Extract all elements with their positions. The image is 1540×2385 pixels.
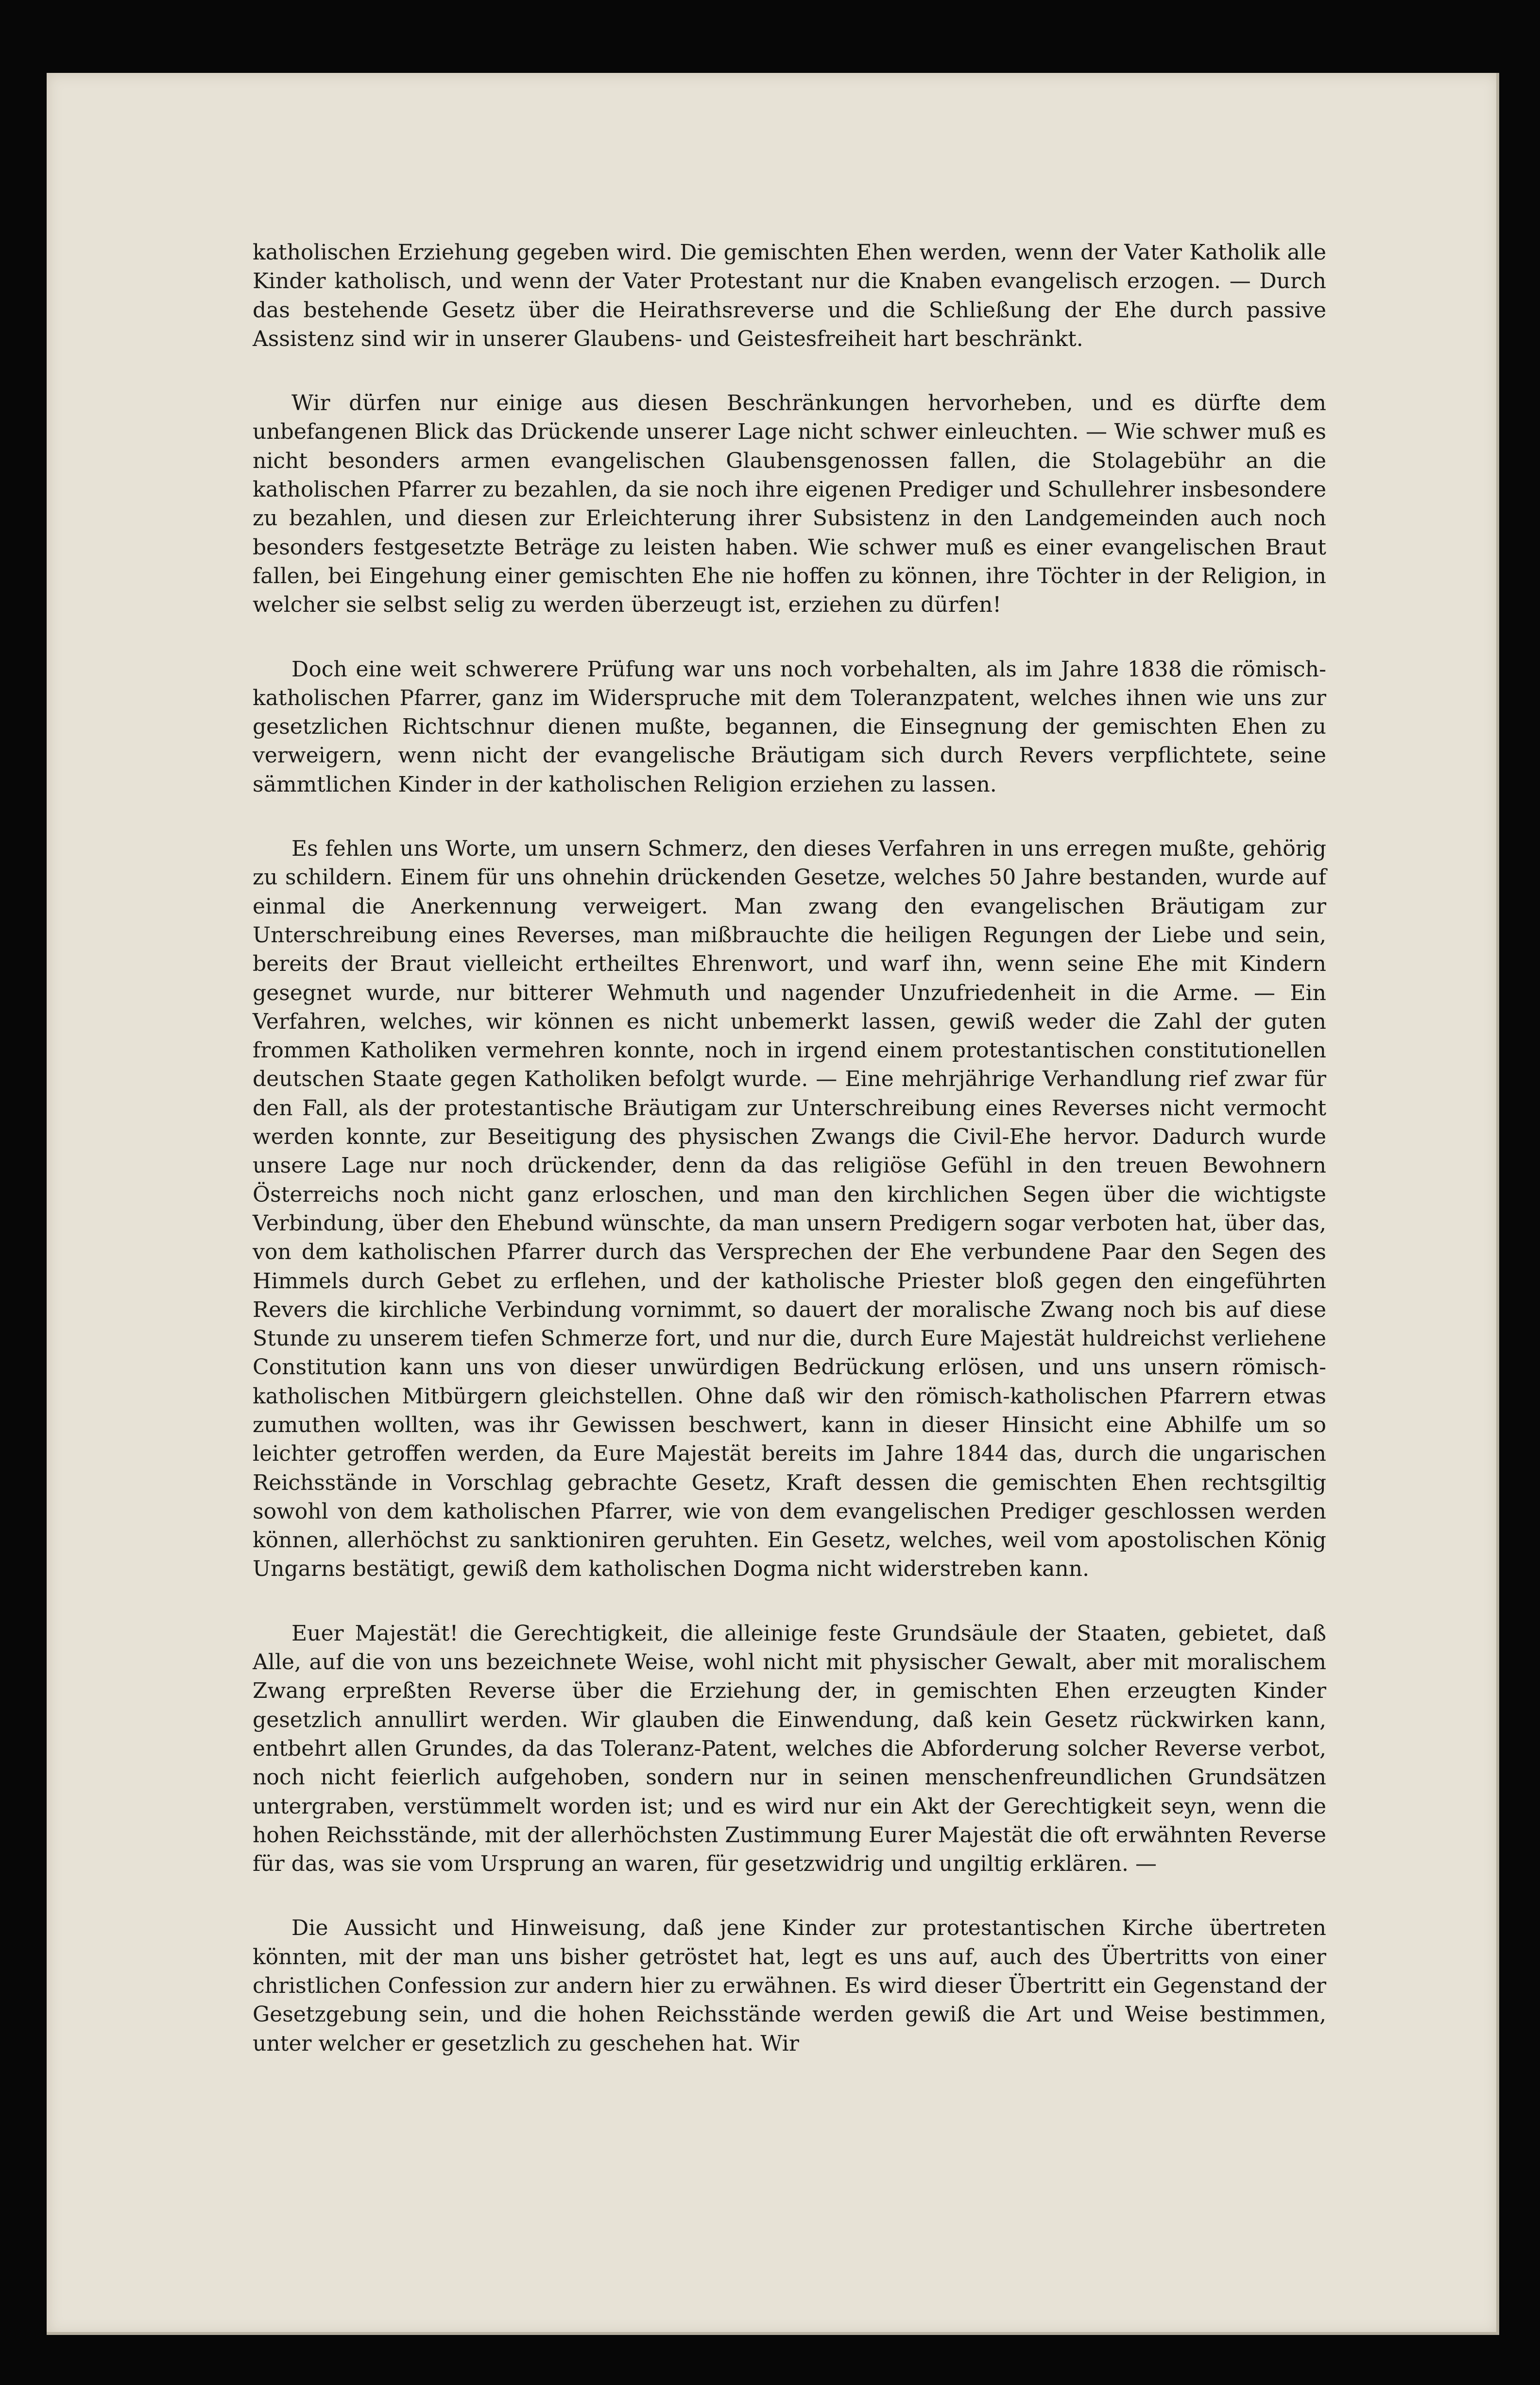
- paragraph-3: Doch eine weit schwerere Prüfung war uns noch vorbehalten, als im Jahre 1838 die römisch-katholischen Pfarrer, ganz im Widerspruche mit dem Toleranzpatent, welches ihnen wie uns zur gesetzlichen Richtschnur dienen mußte, begannen, die Einsegnung der gemischten Ehen zu verweigern, wenn nicht der evangelische Bräutigam sich durch Revers verpflichtete, seine sämmtlichen Kinder in der katholischen Religion erziehen zu lassen.: [253, 657, 1326, 797]
- paragraph-5: Euer Majestät! die Gerechtigkeit, die alleinige feste Grundsäule der Staaten, gebietet, daß Alle, auf die von uns bezeichnete Weise, wohl nicht mit physischer Gewalt, aber mit moralischem Zwang erpreßten Reverse über die Erziehung der, in gemischten Ehen erzeugten Kinder gesetzlich annullirt werden. Wir glauben die Einwendung, daß kein Gesetz rückwirken kann, entbehrt allen Grundes, da das Toleranz-Patent, welches die Abforderung solcher Reverse verbot, noch nicht feierlich aufgehoben, sondern nur in seinen menschenfreundlichen Grundsätzen untergraben, verstümmelt worden ist; und es wird nur ein Akt der Gerechtigkeit seyn, wenn die hohen Reichsstände, mit der allerhöchsten Zustimmung Eurer Majestät die oft erwähnten Reverse für das, was sie vom Ursprung an waren, für gesetzwidrig und ungiltig erklären. —: [253, 1621, 1326, 1877]
- paragraph-gap: [253, 1878, 1326, 1914]
- paragraph-gap: [253, 353, 1326, 389]
- paragraph-gap: [253, 799, 1326, 834]
- paragraph-4: Es fehlen uns Worte, um unsern Schmerz, den dieses Verfahren in uns erregen mußte, gehörig zu schildern. Einem für uns ohnehin drückenden Gesetze, welches 50 Jahre bestanden, wurde auf einmal die Anerkennung verweigert. Man zwang den evangelischen Bräutigam zur Unterschreibung eines Reverses, man mißbrauchte die heiligen Regungen der Liebe und sein, bereits der Braut vielleicht ertheiltes Ehrenwort, und warf ihn, wenn seine Ehe mit Kindern gesegnet wurde, nur bitterer Wehmuth und nagender Unzufriedenheit in die Arme. — Ein Verfahren, welches, wir können es nicht unbemerkt lassen, gewiß weder die Zahl der guten frommen Katholiken vermehren konnte, noch in irgend einem protestantischen constitutionellen deutschen Staate gegen Katholiken befolgt wurde. — Eine mehrjährige Verhandlung rief zwar für den Fall, als der protestantische Bräutigam zur Unterschreibung eines Reverses nicht vermocht werden konnte, zur Beseitigung des physischen Zwangs die Civil-Ehe hervor. Dadurch wurde unsere Lage nur noch drückender, denn da das religiöse Gefühl in den treuen Bewohnern Österreichs noch nicht ganz erloschen, und man den kirchlichen Segen über die wichtigste Verbindung, über den Ehebund wünschte, da man unsern Predigern sogar verboten hat, über das, von dem katholischen Pfarrer durch das Versprechen der Ehe verbundene Paar den Segen des Himmels durch Gebet zu erflehen, und der katholische Priester bloß gegen den eingeführten Revers die kirchliche Verbindung vornimmt, so dauert der moralische Zwang noch bis auf diese Stunde zu unserem tiefen Schmerze fort, und nur die, durch Eure Majestät huldreichst verliehene Constitution kann uns von dieser unwürdigen Bedrückung erlösen, und uns unsern römisch-katholischen Mitbürgern gleichstellen. Ohne daß wir den römisch-katholischen Pfarrern etwas zumuthen wollten, was ihr Gewissen beschwert, kann in dieser Hinsicht eine Abhilfe um so leichter getroffen werden, da Eure Majestät bereits im Jahre 1844 das, durch die ungarischen Reichsstände in Vorschlag gebrachte Gesetz, Kraft dessen die gemischten Ehen rechtsgiltig sowohl von dem katholischen Pfarrer, wie von dem evangelischen Prediger geschlossen werden können, allerhöchst zu sanktioniren geruhten. Ein Gesetz, welches, weil vom apostolischen König Ungarns bestätigt, gewiß dem katholischen Dogma nicht widerstreben kann.: [253, 836, 1326, 1582]
- paragraph-2: Wir dürfen nur einige aus diesen Beschränkungen hervorheben, und es dürfte dem unbefangenen Blick das Drückende unserer Lage nicht schwer einleuchten. — Wie schwer muß es nicht besonders armen evangelischen Glaubensgenossen fallen, die Stolagebühr an die katholischen Pfarrer zu bezahlen, da sie noch ihre eigenen Prediger und Schullehrer insbesondere zu bezahlen, und diesen zur Erleichterung ihrer Subsistenz in den Landgemeinden auch noch besonders festgesetzte Beträge zu leisten haben. Wie schwer muß es einer evangelischen Braut fallen, bei Eingehung einer gemischten Ehe nie hoffen zu können, ihre Töchter in der Religion, in welcher sie selbst selig zu werden überzeugt ist, erziehen zu dürfen!: [253, 391, 1326, 618]
- paragraph-6: Die Aussicht und Hinweisung, daß jene Kinder zur protestantischen Kirche übertreten könnten, mit der man uns bisher getröstet hat, legt es uns auf, auch des Übertritts von einer christlichen Confession zur andern hier zu erwähnen. Es wird dieser Übertritt ein Gegenstand der Gesetzgebung sein, und die hohen Reichsstände werden gewiß die Art und Weise bestimmen, unter welcher er gesetzlich zu geschehen hat. Wir: [253, 1916, 1326, 2056]
- paragraph-1: katholischen Erziehung gegeben wird. Die gemischten Ehen werden, wenn der Vater Katholik alle Kinder katholisch, und wenn der Vater Protestant nur die Knaben evangelisch erzogen. — Durch das bestehende Gesetz über die Heirathsreverse und die Schließung der Ehe durch passive Assistenz sind wir in unserer Glaubens- und Geistesfreiheit hart beschränkt.: [253, 240, 1326, 351]
- paragraph-gap: [253, 1584, 1326, 1619]
- document-text: [253, 238, 1326, 2058]
- paragraph-gap: [253, 620, 1326, 655]
